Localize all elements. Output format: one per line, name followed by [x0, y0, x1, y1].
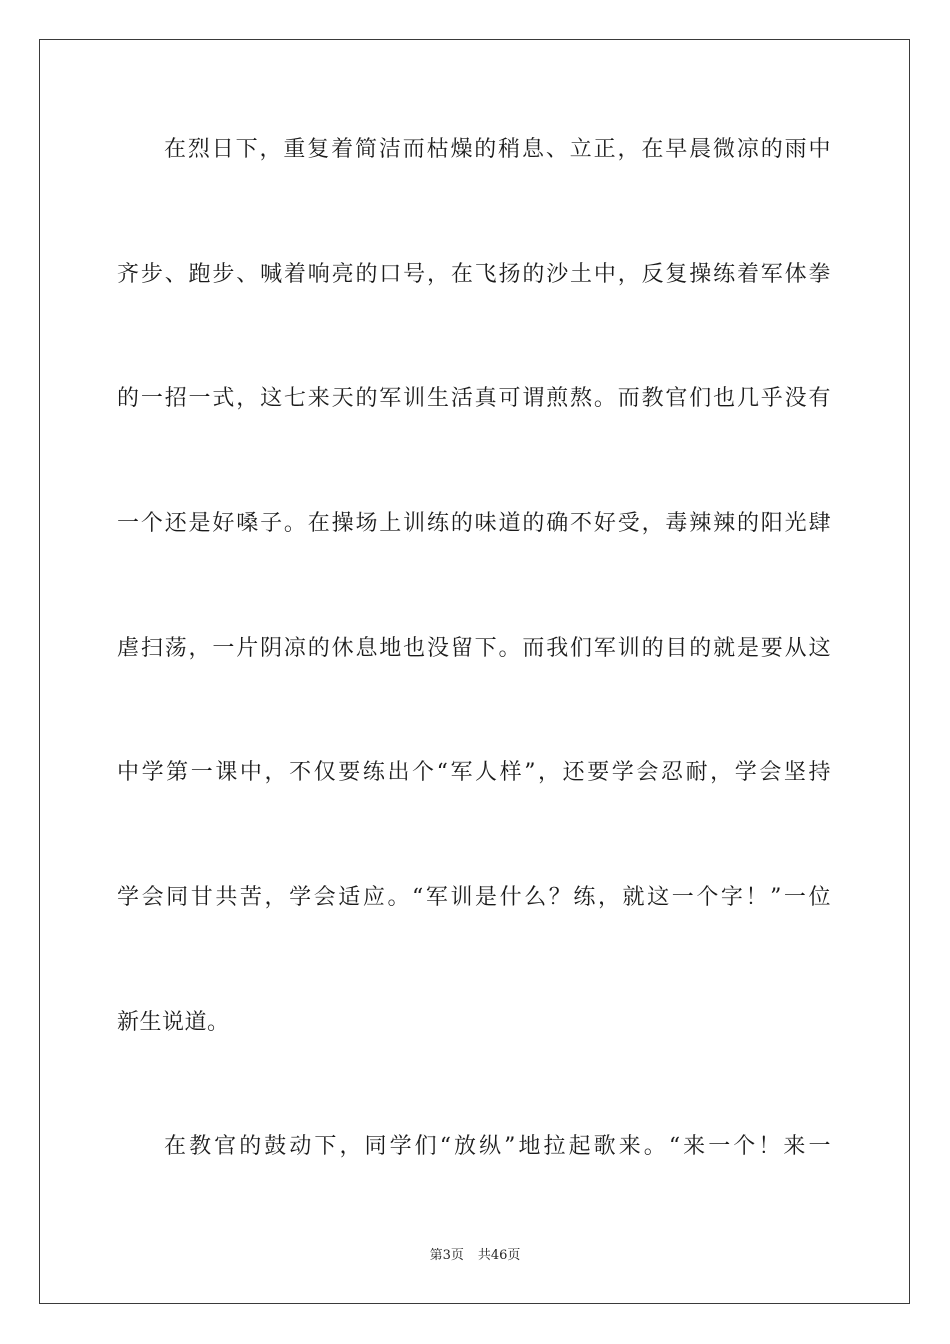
paragraph-line: 中学第一课中，不仅要练出个“军人样”，还要学会忍耐，学会坚持: [117, 760, 831, 785]
paragraph-line: 一个还是好嗓子。在操场上训练的味道的确不好受，毒辣辣的阳光肆: [117, 511, 831, 536]
page-number: 第3页: [429, 1248, 464, 1263]
paragraph-line: 学会同甘共苦，学会适应。“军训是什么？练，就这一个字！”一位: [117, 885, 831, 910]
paragraph-line: 新生说道。: [117, 1010, 230, 1035]
total-pages: 共46页: [477, 1248, 521, 1263]
page-footer: [0, 1247, 950, 1265]
paragraph-line: 的一招一式，这七来天的军训生活真可谓煎熬。而教官们也几乎没有: [117, 386, 831, 411]
page-border: [39, 39, 910, 1304]
paragraph-line: 齐步、跑步、喊着响亮的口号，在飞扬的沙土中，反复操练着军体拳: [117, 262, 831, 287]
paragraph-line: 虐扫荡，一片阴凉的休息地也没留下。而我们军训的目的就是要从这: [117, 636, 831, 661]
paragraph-line: 在烈日下，重复着简洁而枯燥的稍息、立正，在早晨微凉的雨中: [164, 137, 831, 162]
paragraph-line: 在教官的鼓动下，同学们“放纵”地拉起歌来。“来一个！来一: [164, 1134, 831, 1159]
